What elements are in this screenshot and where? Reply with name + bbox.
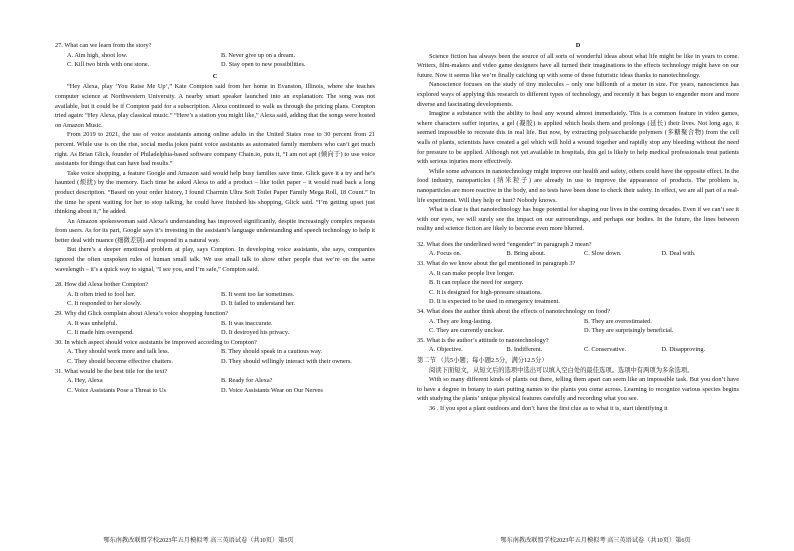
option-d: D. Stay open to new possibilities.	[221, 61, 306, 69]
paragraph: Science fiction has always been the source of all sorts of wonderful ideas about what life might be like in years to come. Writers, film-makers and video game designers have all turned their imaginations to the effects technology might have on our future. Now it seems like we’re finally catching up with some of these futuristic ideas thanks to nanotechnology.	[417, 52, 739, 79]
option-d: D. It is expected to be used in emergency treatment.	[429, 298, 560, 306]
option-c: C. Slow down.	[584, 250, 622, 258]
passage-d	[417, 52, 739, 234]
option-a: A. Aim high, shoot low.	[67, 51, 128, 59]
option-b: B. It can replace the need for surgery.	[429, 279, 524, 287]
page-footer: 鄂东南教改联盟学校2023年五月模拟考 高三英语试卷（共10页）第5页	[103, 537, 294, 544]
option-b: B. It was inaccurate.	[221, 319, 273, 327]
question-35	[417, 336, 739, 355]
option-a: A. Focus on.	[429, 250, 462, 258]
paragraph: Imagine a substance with the ability to heal any wound almost immediately. This is a common feature in video games, where characters suffer injuries, a gel (凝胶) is applied which heals them and prolongs (延长) their lives. Not long ago, it seemed impossible to recreate this in real life. But now, by extracting polysaccharide polymers (多糖聚合物) from the cell walls of plants, scientists have created a gel which will hold a wound together and rapidly stop any bleeding without the need for pressure to be applied. Although not yet available in hospitals, this gel is likely to help medical professionals treat patients with serious injuries more effectively.	[417, 110, 739, 166]
right-column	[417, 41, 739, 414]
option-c: C. Kill two birds with one stone.	[67, 61, 150, 69]
option-b: B. They should speak in a cautious way.	[221, 348, 323, 356]
option-a: A. Hey, Alexa	[67, 377, 103, 385]
paragraph: What is clear is that nanotechnology has huge potential for shaping our lives in the coming decades. Even if we can’t see it with our eyes, we will surely see the impact on our surroundings, and perhaps our bodies. In the future, the lines between reality and science fiction are likely to become even more blurred.	[417, 206, 739, 233]
option-c: C. They should become effective chatters.	[67, 358, 173, 365]
passage-label: C	[212, 72, 218, 80]
question-stem: 31. What would be the best title for the text?	[55, 367, 168, 375]
question-stem: 28. How did Alexa bother Compton?	[55, 281, 149, 289]
paragraph: While some advances in nanotechnology might improve our health and safety, others could have the opposite effect. In the food industry, nanoparticles (纳米粒子) are already in use to improve the appearance of products. The problem is, nanoparticles are more reactive in the body, and no tests have been done to check their safety. In effect, we are all part of a real-life experiment. Will they help or hurt? Nobody knows.	[417, 167, 739, 204]
option-a: A. It often tried to fool her.	[67, 290, 136, 298]
option-d: D. It destroyed his privacy.	[221, 329, 290, 337]
section-instruction: 阅读下面短文，从短文后的选项中选出可以填入空白处的最佳选项。选项中有两项为多余选项。	[429, 366, 694, 374]
question-stem: 27. What can we learn from the story?	[55, 42, 152, 49]
option-c: C. It responded to her slowly.	[67, 300, 142, 308]
option-d: D. Voice Assistants Wear on Our Nerves	[221, 386, 323, 394]
question-32	[417, 240, 739, 259]
option-d: D. Disapproving.	[661, 346, 706, 354]
question-stem: 30. In which aspect should voice assistants be improved according to Compton?	[55, 338, 257, 346]
option-a: A. Objective.	[429, 346, 463, 354]
option-b: B. Indifferent.	[506, 346, 543, 354]
option-a: A. It was unhelpful.	[67, 319, 118, 327]
question-stem: 35. What is the author’s attitude to nanotechnology?	[417, 336, 549, 344]
question-34	[417, 307, 739, 336]
option-c: C. They are currently unclear.	[429, 327, 505, 335]
question-stem: 33. What do we know about the gel mentioned in paragraph 3?	[417, 260, 576, 268]
paragraph: “Hey Alexa, play ‘You Raise Me Up’,” Kate Compton said from her home in Evanston, Illinois, where she teaches computer science at Northwestern University. A nearby smart speaker launched into an explanation: The song was not available, but it could be if Compton paid for a subscription. Alexa continued to walk us through the pricing plans. Compton tried again: “Hey Alexa, play classical music.” “Here’s a station you might like,” Alexa said, adding that the songs were hosted on Amazon Music.	[55, 83, 375, 129]
question-29	[55, 309, 375, 338]
option-d: D. They should willingly interact with their owners.	[221, 358, 352, 365]
right-page	[397, 0, 794, 551]
option-c: C. It made him overspend.	[67, 329, 134, 337]
option-b: B. Ready for Alexa?	[221, 377, 273, 385]
option-b: B. It went too far sometimes.	[221, 290, 295, 298]
question-27	[55, 41, 375, 70]
question-33	[417, 259, 739, 307]
question-28	[55, 280, 375, 309]
paragraph: But there’s a deeper emotional problem at play, says Compton. In developing voice assistants, she says, companies ignored the often unspoken rules of human small talk. We use small talk to show other people that we’re on the same wavelength – it’s a quick way to signal, “I see you, and I’m safe,” Compton said.	[55, 246, 375, 273]
option-a: A. They are long-lasting.	[429, 317, 493, 325]
passage-c	[55, 82, 375, 274]
option-d: D. They are surprisingly beneficial.	[584, 327, 674, 335]
question-31	[55, 367, 375, 396]
question-30	[55, 338, 375, 367]
question-stem: 34. What does the author think about the effects of nanotechnology on food?	[417, 308, 610, 316]
option-d: D. It failed to understand her.	[221, 300, 295, 308]
paragraph: An Amazon spokeswoman said Alexa’s understanding has improved significantly, despite increasingly complex requests from users. As for its part, Google says it’s investing in the assistant’s language understanding and speech technology to help it better deal with nuance (细微差别) and respond in a natural way.	[55, 217, 375, 244]
section-passage: With so many different kinds of plants out there, telling them apart can seem like an impossible task. But you don’t have to have a degree in botany to start putting names to the plants you come across. Learning to recognize various species begins with studying the plants’ unique physical features carefully and recording what you see.	[417, 376, 739, 403]
paragraph: From 2019 to 2021, the use of voice assistants among online adults in the United States rose to 30 percent from 21 percent. While use is on the rise, social media jokes paint voice assistants as automated family members who can’t get much right. As Brian Glick, founder of Philadelphia-based software company Chain.io, puts it, “I am not apt (倾向于) to use voice assistants for things that can have bad results.”	[55, 131, 375, 168]
blank-36-line: 36 . If you spot a plant outdoors and don’t have the first clue as to what it is, start identifying it	[429, 404, 668, 412]
option-a: A. They should work more and talk less.	[67, 348, 170, 356]
option-c: C. Voice Assistants Pose a Threat to Us	[67, 386, 167, 394]
question-stem: 29. Why did Glick complain about Alexa’s voice shopping function?	[55, 310, 229, 318]
passage-label: D	[575, 42, 581, 49]
page-footer: 鄂东南教改联盟学校2023年五月模拟考 高三英语试卷（共10页）第6页	[500, 537, 691, 544]
option-b: B. Bring about.	[506, 250, 546, 258]
option-c: C. It is designed for high-pressure situations.	[429, 288, 542, 296]
section-2	[417, 356, 739, 414]
option-c: C. Conservative.	[584, 346, 627, 354]
option-b: B. They are overestimated.	[584, 317, 652, 325]
option-b: B. Never give up on a dream.	[221, 51, 296, 59]
question-stem: 32. What does the underlined word “engender” in paragraph 2 mean?	[417, 240, 592, 248]
section-heading: 第二节 （共5小题；每小题2.5分，满分12.5分）	[417, 357, 548, 364]
option-a: A. It can make people live longer.	[429, 269, 515, 277]
paragraph: Take voice shopping, a feature Google and Amazon said would help busy families save time. Glick gave it a try and he’s haunted (烦扰) by the memory. Each time he asked Alexa to add a product – like toilet paper – it would read back a long product description. “Based on your order history, I found Charmin Ultra Soft Toilet Paper Family Mega Roll, 18 Count.” In the time he spent waiting for her to stop talking, he could have finished his shopping, Glick said. “I’m getting upset just thinking about it,” he added.	[55, 169, 375, 216]
paragraph: Nanoscience focuses on the study of tiny molecules – only one billionth of a meter in size. For years, nanoscience has explored ways of applying this research to different types of technology, and recently it has begun to engender more and more diverse and fascinating developments.	[417, 81, 739, 108]
option-d: D. Deal with.	[661, 250, 696, 258]
left-column	[55, 41, 375, 395]
